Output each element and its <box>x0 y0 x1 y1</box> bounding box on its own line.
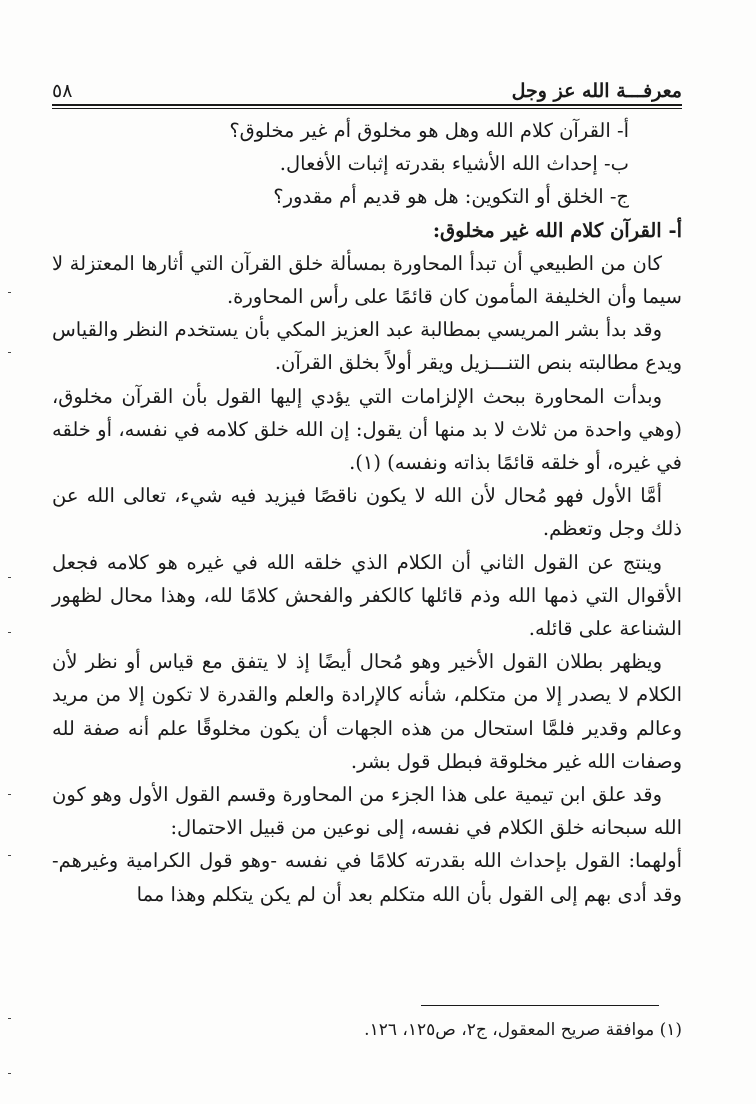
list-item-a: أ- القرآن كلام الله وهل هو مخلوق أم غير مخلوق؟ <box>229 119 629 142</box>
margin-mark <box>8 794 11 795</box>
header-rule <box>52 104 682 106</box>
list-item-c: ج- الخلق أو التكوين: هل هو قديم أم مقدور؟ <box>273 185 629 209</box>
paragraph: وقد بدأ بشر المريسي بمطالبة عبد العزيز المكي بأن يستخدم النظر والقياس ويدع مطالبته بنص التنـــزيل ويقر أولاً بخلق القرآن. <box>52 318 682 375</box>
paragraph: أولهما: القول بإحداث الله بقدرته كلامًا في نفسه -وهو قول الكرامية وغيرهم- وقد أدى بهم إلى القول بأن الله متكلم بعد أن لم يكن يتكلم وهذا مما <box>52 849 682 906</box>
section-heading: أ- القرآن كلام الله غير مخلوق: <box>432 218 682 242</box>
header-rule-thin <box>52 108 682 109</box>
paragraph: وبدأت المحاورة ببحث الإلزامات التي يؤدي إليها القول بأن القرآن مخلوق، (وهي واحدة من ثلاث لا بد منها أن يقول: إن الله خلق كلامه في نفسه، أو خلقه في غيره، أو خلقه قائمًا بذاته ونفسه) (١). <box>52 384 682 475</box>
paragraph: كان من الطبيعي أن تبدأ المحاورة بمسألة خلق القرآن التي أثارها المعتزلة لا سيما وأن الخليفة المأمون كان قائمًا على رأس المحاورة. <box>52 251 682 309</box>
paragraph: وقد علق ابن تيمية على هذا الجزء من المحاورة وقسم القول الأول وهو كون الله سبحانه خلق الكلام في نفسه، إلى نوعين من قبيل الاحتمال: <box>52 783 682 840</box>
margin-mark <box>8 352 11 353</box>
body-text <box>52 114 682 911</box>
margin-mark <box>8 1018 11 1019</box>
margin-mark <box>8 632 11 633</box>
margin-mark <box>8 292 11 293</box>
margin-mark <box>8 577 11 578</box>
footnote: (١) موافقة صريح المعقول، ج٢، ص١٢٥، ١٢٦. <box>364 1020 682 1040</box>
footnote-separator <box>421 1005 659 1006</box>
paragraph: أمَّا الأول فهو مُحال لأن الله لا يكون ناقصًا فيزيد فيه شيء، تعالى الله عن ذلك وجل وتعظم. <box>52 484 682 541</box>
list-item-b: ب- إحداث الله الأشياء بقدرته إثبات الأفعال. <box>279 152 629 176</box>
page-number: ٥٨ <box>52 80 73 102</box>
paragraph: وينتج عن القول الثاني أن الكلام الذي خلقه الله في غيره هو كلامه فجعل الأقوال التي ذمها الله وذم قائلها كالكفر والفحش كلامًا لله، وهذا محال لظهور الشناعة على قائله. <box>52 550 682 641</box>
margin-mark <box>8 855 11 856</box>
margin-mark <box>8 1073 11 1074</box>
running-title: معرفـــة الله عز وجل <box>511 80 682 102</box>
paragraph: ويظهر بطلان القول الأخير وهو مُحال أيضًا إذ لا يتفق مع قياس أو نظر لأن الكلام لا يصدر إلا من متكلم، شأنه كالإرادة والعلم والقدرة لا تكون إلا من مريد وعالم وقدير فلمَّا استحال من هذه الجهات أن يكون مخلوقًا علم أنه صفة لله وصفات الله غير مخلوقة فبطل قول بشر. <box>52 650 682 773</box>
page-header <box>52 78 682 102</box>
